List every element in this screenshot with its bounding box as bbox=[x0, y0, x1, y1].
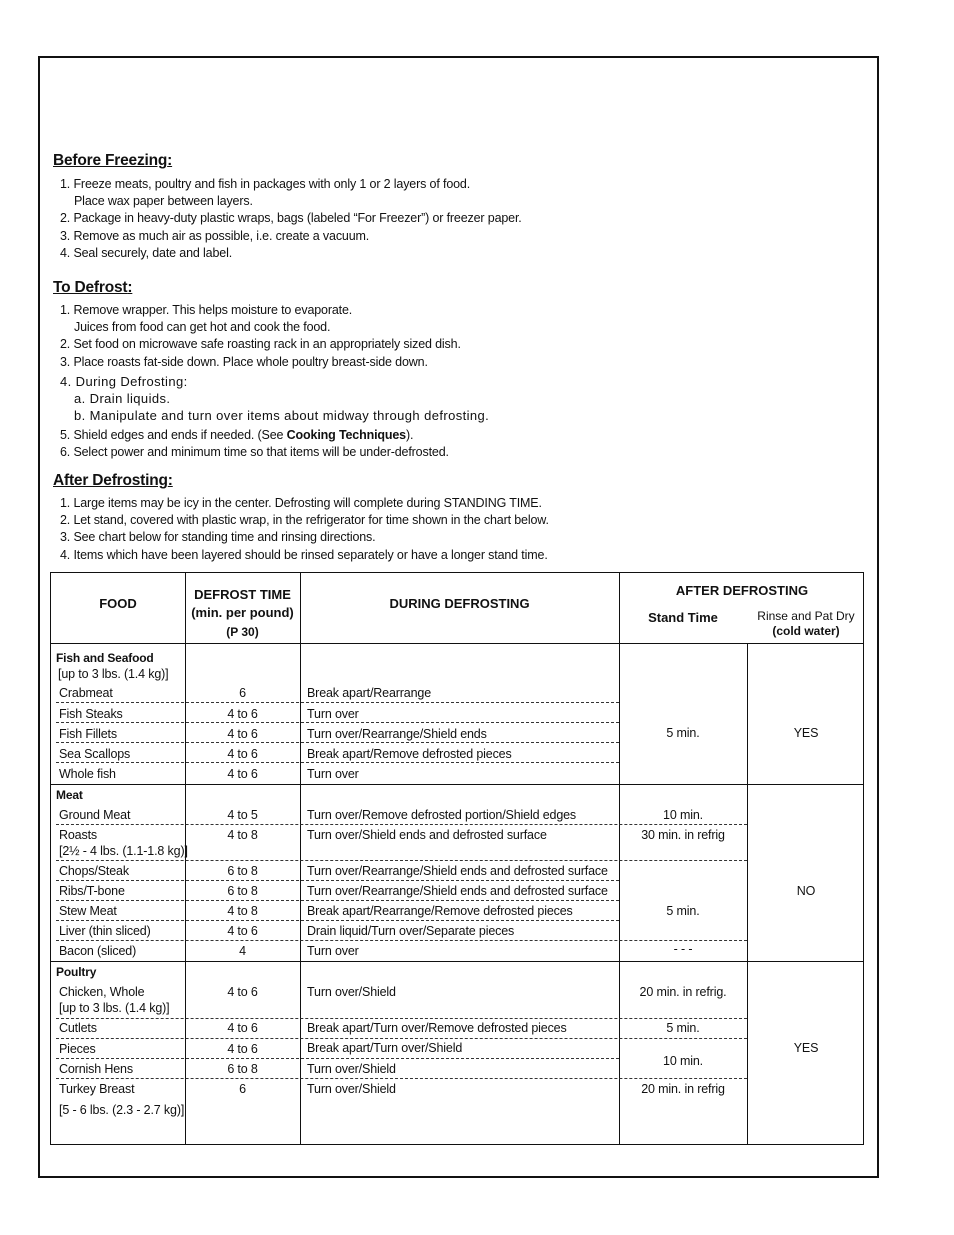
group-divider bbox=[51, 961, 863, 962]
group-label-meat: Meat bbox=[56, 788, 83, 802]
list-item: a. Drain liquids. bbox=[74, 391, 171, 407]
header-stand-time: Stand Time bbox=[648, 610, 718, 625]
header-rinse: Rinse and Pat Dry (cold water) bbox=[757, 609, 855, 638]
time-cell: 6 bbox=[239, 686, 246, 700]
row-divider bbox=[56, 860, 747, 861]
time-cell: 4 to 6 bbox=[227, 985, 258, 999]
list-item: 3. Remove as much air as possible, i.e. create a vacuum. bbox=[60, 228, 370, 243]
list-item: 2. Package in heavy-duty plastic wraps, bags (labeled “For Freezer”) or freezer paper. bbox=[60, 211, 522, 226]
list-item: Place wax paper between layers. bbox=[74, 194, 253, 209]
food-sub-cell: [2½ - 4 lbs. (1.1-1.8 kg)] bbox=[59, 844, 188, 858]
during-cell: Turn over/Shield bbox=[307, 985, 396, 999]
stand-time-cell: - - - bbox=[673, 942, 693, 956]
list-item: 5. Shield edges and ends if needed. (See Cooking Techniques). bbox=[60, 428, 414, 442]
time-cell: 6 to 8 bbox=[227, 864, 258, 878]
header-during-defrosting: DURING DEFROSTING bbox=[389, 596, 530, 611]
food-sub-cell: [5 - 6 lbs. (2.3 - 2.7 kg)] bbox=[59, 1103, 185, 1117]
header-defrost-time: DEFROST TIME (min. per pound) (P 30) bbox=[191, 587, 294, 639]
list-item: Juices from food can get hot and cook the food. bbox=[74, 320, 331, 335]
row-divider bbox=[56, 880, 619, 881]
row-divider bbox=[56, 900, 619, 901]
after-defrosting-heading: After Defrosting: bbox=[53, 472, 173, 489]
rinse-cell: NO bbox=[796, 884, 816, 898]
time-cell: 4 to 5 bbox=[227, 808, 258, 822]
food-cell: Chicken, Whole bbox=[59, 985, 145, 999]
row-divider bbox=[56, 1078, 747, 1079]
during-cell: Break apart/Remove defrosted pieces bbox=[307, 747, 512, 761]
list-item: 2. Set food on microwave safe roasting rack in an appropriately sized dish. bbox=[60, 337, 461, 352]
list-item: 1. Freeze meats, poultry and fish in packages with only 1 or 2 layers of food. bbox=[60, 177, 471, 191]
to-defrost-heading: To Defrost: bbox=[53, 279, 133, 296]
during-cell: Break apart/Turn over/Remove defrosted pieces bbox=[307, 1021, 567, 1035]
time-cell: 4 to 6 bbox=[227, 924, 258, 938]
during-cell: Turn over/Remove defrosted portion/Shield edges bbox=[307, 808, 577, 822]
during-cell: Turn over/Rearrange/Shield ends bbox=[307, 727, 487, 741]
row-divider bbox=[56, 824, 747, 825]
row-divider bbox=[56, 762, 619, 763]
food-sub-cell: [up to 3 lbs. (1.4 kg)] bbox=[59, 1001, 170, 1015]
food-cell: Fish Fillets bbox=[59, 727, 117, 741]
food-cell: Cutlets bbox=[59, 1021, 97, 1035]
row-divider bbox=[56, 1058, 619, 1059]
during-cell: Turn over bbox=[307, 944, 359, 958]
during-cell: Turn over/Shield bbox=[307, 1082, 396, 1096]
food-cell: Pieces bbox=[59, 1042, 96, 1056]
rinse-cell: YES bbox=[793, 1041, 819, 1055]
time-cell: 4 to 8 bbox=[227, 828, 258, 842]
list-item: 3. Place roasts fat-side down. Place whole poultry breast-side down. bbox=[60, 354, 428, 369]
before-freezing-heading: Before Freezing: bbox=[53, 152, 173, 169]
time-cell: 4 bbox=[239, 944, 246, 958]
during-defrosting-list bbox=[60, 373, 489, 425]
stand-time-cell: 5 min. bbox=[666, 1021, 700, 1035]
to-defrost-list-end bbox=[60, 427, 449, 461]
row-divider bbox=[56, 1038, 747, 1039]
time-cell: 4 to 6 bbox=[227, 727, 258, 741]
list-item: 3. See chart below for standing time and rinsing directions. bbox=[60, 530, 376, 545]
time-cell: 4 to 6 bbox=[227, 767, 258, 781]
stand-time-cell: 10 min. bbox=[663, 808, 703, 822]
stand-time-cell: 10 min. bbox=[663, 1054, 703, 1068]
header-divider bbox=[51, 643, 863, 644]
time-cell: 6 to 8 bbox=[227, 884, 258, 898]
stand-time-cell: 30 min. in refrig bbox=[641, 828, 725, 842]
during-cell: Turn over/Shield ends and defrosted surface bbox=[307, 828, 547, 842]
stand-time-cell: 5 min. bbox=[666, 904, 700, 918]
food-cell: Crabmeat bbox=[59, 686, 113, 700]
row-divider bbox=[56, 702, 619, 703]
food-cell: Roasts bbox=[59, 828, 98, 842]
list-item: 4. Items which have been layered should be rinsed separately or have a longer stand time. bbox=[60, 547, 548, 562]
stand-time-cell: 20 min. in refrig. bbox=[639, 985, 727, 999]
stand-time-cell: 20 min. in refrig bbox=[641, 1082, 725, 1096]
food-cell: Stew Meat bbox=[59, 904, 117, 918]
group-sublabel: [up to 3 lbs. (1.4 kg)] bbox=[58, 667, 169, 681]
row-divider bbox=[56, 742, 619, 743]
during-cell: Break apart/Rearrange bbox=[307, 686, 432, 700]
defrost-chart-table bbox=[50, 572, 864, 1145]
during-cell: Turn over bbox=[307, 707, 359, 721]
group-divider bbox=[51, 784, 863, 785]
list-item: 2. Let stand, covered with plastic wrap, in the refrigerator for time shown in the chart below. bbox=[60, 513, 549, 528]
time-cell: 4 to 6 bbox=[227, 707, 258, 721]
group-label-poultry: Poultry bbox=[56, 965, 97, 979]
during-cell: Turn over/Shield bbox=[307, 1062, 396, 1076]
row-divider bbox=[56, 1018, 747, 1019]
food-cell: Liver (thin sliced) bbox=[59, 924, 151, 938]
list-item: b. Manipulate and turn over items about midway through defrosting. bbox=[74, 408, 490, 424]
row-divider bbox=[56, 722, 619, 723]
time-cell: 6 to 8 bbox=[227, 1062, 258, 1076]
time-cell: 4 to 6 bbox=[227, 1021, 258, 1035]
after-defrosting-list bbox=[60, 495, 549, 564]
food-cell: Ribs/T-bone bbox=[59, 884, 125, 898]
time-cell: 4 to 6 bbox=[227, 1042, 258, 1056]
food-cell: Bacon (sliced) bbox=[59, 944, 137, 958]
during-cell: Break apart/Rearrange/Remove defrosted pieces bbox=[307, 904, 573, 918]
header-food: FOOD bbox=[99, 596, 137, 611]
group-label-fish: Fish and Seafood bbox=[56, 651, 154, 665]
food-cell: Ground Meat bbox=[59, 808, 131, 822]
time-cell: 4 to 6 bbox=[227, 747, 258, 761]
food-cell: Cornish Hens bbox=[59, 1062, 133, 1076]
stand-time-cell: 5 min. bbox=[666, 726, 700, 740]
list-item: 6. Select power and minimum time so that items will be under-defrosted. bbox=[60, 445, 449, 460]
food-cell: Sea Scallops bbox=[59, 747, 131, 761]
to-defrost-list bbox=[60, 302, 461, 371]
header-after-defrosting: AFTER DEFROSTING bbox=[675, 583, 809, 598]
during-cell: Drain liquid/Turn over/Separate pieces bbox=[307, 924, 515, 938]
time-cell: 6 bbox=[239, 1082, 246, 1096]
list-item: 1. Large items may be icy in the center. Defrosting will complete during STANDING TIME. bbox=[60, 496, 542, 510]
row-divider bbox=[56, 920, 619, 921]
food-cell: Whole fish bbox=[59, 767, 116, 781]
food-cell: Chops/Steak bbox=[59, 864, 129, 878]
during-cell: Turn over/Rearrange/Shield ends and defrosted surface bbox=[307, 864, 608, 878]
rinse-cell: YES bbox=[793, 726, 819, 740]
before-freezing-list bbox=[60, 176, 522, 262]
time-cell: 4 to 8 bbox=[227, 904, 258, 918]
row-divider bbox=[56, 940, 747, 941]
during-cell: Turn over/Rearrange/Shield ends and defrosted surface bbox=[307, 884, 608, 898]
list-item: 4. During Defrosting: bbox=[60, 374, 188, 389]
food-cell: Fish Steaks bbox=[59, 707, 123, 721]
during-cell: Break apart/Turn over/Shield bbox=[307, 1041, 463, 1055]
food-cell: Turkey Breast bbox=[59, 1082, 135, 1096]
during-cell: Turn over bbox=[307, 767, 359, 781]
list-item: 4. Seal securely, date and label. bbox=[60, 245, 233, 260]
list-item: 1. Remove wrapper. This helps moisture to evaporate. bbox=[60, 303, 353, 317]
